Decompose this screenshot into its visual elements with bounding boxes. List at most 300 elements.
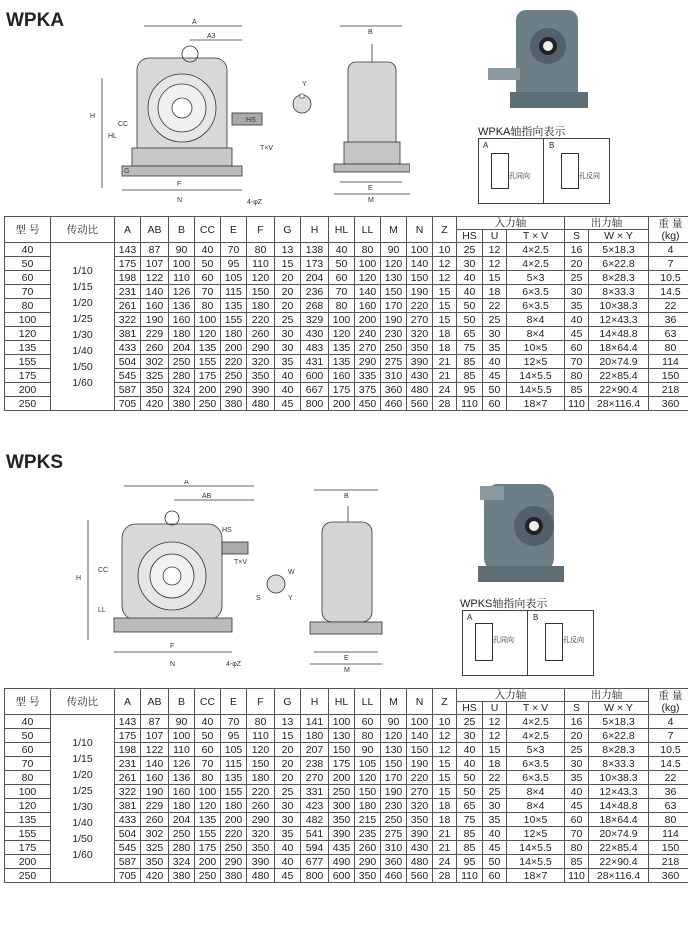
table-cell: 350: [247, 369, 275, 383]
header-col: Z: [433, 689, 457, 715]
table-cell: 15: [275, 729, 301, 743]
header-col: CC: [195, 217, 221, 243]
table-cell: 107: [141, 257, 169, 271]
product-photo-wpks: [464, 470, 574, 588]
header-col: Z: [433, 217, 457, 243]
table-cell: 60: [565, 341, 589, 355]
table-cell: 390: [407, 355, 433, 369]
model-cell: 135: [5, 813, 51, 827]
section-title-wpks: WPKS: [6, 452, 63, 473]
model-cell: 70: [5, 285, 51, 299]
table-cell: 30: [275, 341, 301, 355]
table-cell: 85: [565, 383, 589, 397]
table-cell: 120: [195, 327, 221, 341]
table-cell: 200: [221, 813, 247, 827]
table-cell: 25: [275, 313, 301, 327]
model-cell: 175: [5, 841, 51, 855]
table-cell: 16: [565, 715, 589, 729]
table-cell: 155: [195, 355, 221, 369]
table-cell: 100: [195, 785, 221, 799]
header-col: F: [247, 689, 275, 715]
model-cell: 50: [5, 729, 51, 743]
header-output-shaft: 出力轴: [565, 217, 649, 230]
table-cell: 35: [275, 355, 301, 369]
table-cell: 14×48.8: [589, 327, 649, 341]
table-cell: 430: [301, 327, 329, 341]
table-header-row: [5, 217, 688, 230]
table-cell: 18: [483, 285, 507, 299]
dim-label-ab: AB: [202, 493, 212, 500]
table-cell: 50: [457, 785, 483, 799]
ratio-value: 1/20: [72, 296, 93, 309]
table-cell: 12: [483, 257, 507, 271]
table-cell: 380: [221, 869, 247, 883]
header-input-sub: HS: [457, 702, 483, 715]
table-cell: 140: [141, 285, 169, 299]
header-weight-unit: (kg): [661, 701, 680, 714]
dim-label-hs: HS: [246, 117, 256, 124]
table-cell: 260: [247, 799, 275, 813]
table-cell: 12: [433, 271, 457, 285]
table-cell: 85: [457, 355, 483, 369]
product-photo-wpka: [486, 2, 596, 114]
table-cell: 290: [221, 383, 247, 397]
table-cell: 480: [247, 397, 275, 411]
table-cell: 120: [355, 271, 381, 285]
header-col: HL: [329, 217, 355, 243]
table-cell: 35: [483, 813, 507, 827]
table-cell: 114: [649, 355, 688, 369]
table-cell: 143: [115, 715, 141, 729]
table-cell: 80: [195, 299, 221, 313]
table-cell: 150: [329, 743, 355, 757]
table-cell: 28: [433, 397, 457, 411]
table-cell: 6×3.5: [507, 757, 565, 771]
table-cell: 390: [247, 383, 275, 397]
table-cell: 504: [115, 827, 141, 841]
table-cell: 45: [565, 799, 589, 813]
table-cell: 50: [329, 257, 355, 271]
table-cell: 114: [649, 827, 688, 841]
table-cell: 250: [169, 355, 195, 369]
table-cell: 100: [407, 715, 433, 729]
table-cell: 141: [301, 715, 329, 729]
table-cell: 100: [169, 257, 195, 271]
table-cell: 70: [195, 285, 221, 299]
table-cell: 390: [329, 827, 355, 841]
ratio-value: 1/20: [72, 768, 93, 781]
dim-label-h: H: [90, 113, 96, 120]
table-cell: 250: [221, 369, 247, 383]
header-weight-unit: (kg): [661, 229, 680, 242]
table-cell: 320: [407, 799, 433, 813]
table-cell: 200: [355, 313, 381, 327]
table-cell: 198: [115, 743, 141, 757]
table-cell: 14×5.5: [507, 841, 565, 855]
model-cell: 120: [5, 327, 51, 341]
table-cell: 30: [483, 327, 507, 341]
table-cell: 160: [329, 369, 355, 383]
table-cell: 22: [483, 771, 507, 785]
table-cell: 190: [407, 757, 433, 771]
table-cell: 250: [329, 785, 355, 799]
table-cell: 160: [169, 313, 195, 327]
model-cell: 135: [5, 341, 51, 355]
table-cell: 70: [221, 243, 247, 257]
dim-label-b: B: [368, 29, 373, 36]
table-cell: 20: [275, 285, 301, 299]
table-cell: 8×33.3: [589, 757, 649, 771]
table-cell: 30: [275, 813, 301, 827]
table-cell: 60: [329, 271, 355, 285]
table-cell: 20: [275, 299, 301, 313]
table-cell: 6×22.8: [589, 257, 649, 271]
header-model: 型 号: [5, 217, 51, 243]
table-cell: 180: [221, 799, 247, 813]
table-cell: 135: [329, 355, 355, 369]
table-cell: 483: [301, 341, 329, 355]
table-cell: 173: [301, 257, 329, 271]
table-cell: 155: [195, 827, 221, 841]
table-cell: 60: [565, 813, 589, 827]
table-cell: 50: [457, 313, 483, 327]
table-cell: 7: [649, 729, 688, 743]
axis-label-a-side: 孔同向: [493, 637, 514, 644]
table-cell: 4×2.5: [507, 257, 565, 271]
dim-label-f: F: [177, 181, 182, 188]
header-output-sub: W × Y: [589, 702, 649, 715]
table-cell: 275: [381, 827, 407, 841]
model-cell: 155: [5, 355, 51, 369]
ratio-value: 1/50: [72, 832, 93, 845]
table-cell: 433: [115, 813, 141, 827]
table-cell: 490: [329, 855, 355, 869]
table-cell: 10×5: [507, 813, 565, 827]
table-cell: 302: [141, 827, 169, 841]
header-col: AB: [141, 217, 169, 243]
table-cell: 423: [301, 799, 329, 813]
table-cell: 110: [457, 397, 483, 411]
table-cell: 115: [221, 285, 247, 299]
table-cell: 235: [355, 827, 381, 841]
table-cell: 180: [301, 729, 329, 743]
shaft-detail-wpka: [288, 80, 322, 130]
table-cell: 705: [115, 869, 141, 883]
table-cell: 18: [433, 341, 457, 355]
dim-label-y: Y: [288, 595, 293, 602]
table-cell: 677: [301, 855, 329, 869]
table-cell: 381: [115, 799, 141, 813]
dim-label-z: 4-φZ: [226, 661, 242, 668]
table-cell: 50: [457, 299, 483, 313]
table-cell: 8×28.3: [589, 743, 649, 757]
table-cell: 420: [141, 397, 169, 411]
dim-label-g: G: [124, 168, 130, 175]
table-cell: 110: [457, 869, 483, 883]
table-cell: 30: [275, 327, 301, 341]
table-cell: 5×18.3: [589, 715, 649, 729]
table-cell: 200: [195, 855, 221, 869]
header-col: A: [115, 217, 141, 243]
header-col: AB: [141, 689, 169, 715]
table-cell: 587: [115, 383, 141, 397]
table-cell: 375: [355, 383, 381, 397]
table-cell: 10×38.3: [589, 299, 649, 313]
table-cell: 135: [221, 771, 247, 785]
table-cell: 110: [565, 869, 589, 883]
table-cell: 250: [381, 341, 407, 355]
table-cell: 120: [381, 257, 407, 271]
table-cell: 350: [141, 855, 169, 869]
table-cell: 120: [381, 729, 407, 743]
table-cell: 18: [433, 327, 457, 341]
table-cell: 60: [195, 271, 221, 285]
table-cell: 75: [457, 813, 483, 827]
table-cell: 70: [221, 715, 247, 729]
table-cell: 122: [141, 743, 169, 757]
table-cell: 120: [247, 743, 275, 757]
table-cell: 587: [115, 855, 141, 869]
table-cell: 130: [381, 271, 407, 285]
table-cell: 155: [221, 313, 247, 327]
table-cell: 36: [649, 785, 688, 799]
table-cell: 105: [355, 757, 381, 771]
table-cell: 10: [433, 715, 457, 729]
table-cell: 60: [483, 397, 507, 411]
table-cell: 30: [457, 729, 483, 743]
table-cell: 12: [483, 715, 507, 729]
table-cell: 15: [433, 785, 457, 799]
header-col: H: [301, 689, 329, 715]
table-cell: 65: [457, 327, 483, 341]
table-cell: 190: [141, 313, 169, 327]
model-cell: 50: [5, 257, 51, 271]
table-cell: 30: [275, 799, 301, 813]
table-cell: 290: [247, 813, 275, 827]
table-cell: 381: [115, 327, 141, 341]
header-weight-label: 重 量: [658, 217, 683, 230]
table-cell: 60: [355, 715, 381, 729]
table-cell: 350: [355, 869, 381, 883]
table-cell: 50: [483, 855, 507, 869]
dim-label-e: E: [344, 655, 349, 662]
dim-label-hs: HS: [222, 527, 232, 534]
table-cell: 460: [381, 869, 407, 883]
dim-label-m: M: [368, 197, 374, 202]
table-cell: 85: [565, 855, 589, 869]
table-cell: 504: [115, 355, 141, 369]
dim-label-n: N: [170, 661, 176, 668]
ratio-value: 1/25: [72, 312, 93, 325]
table-cell: 360: [649, 397, 688, 411]
table-cell: 218: [649, 383, 688, 397]
table-cell: 480: [407, 383, 433, 397]
axis-label-b-side: 孔反同: [579, 173, 600, 180]
header-col: CC: [195, 689, 221, 715]
table-cell: 110: [247, 257, 275, 271]
table-cell: 18: [433, 813, 457, 827]
table-cell: 90: [169, 243, 195, 257]
dim-label-txv: T×V: [234, 559, 248, 566]
model-cell: 200: [5, 855, 51, 869]
side-view-drawing-wpka: [330, 22, 410, 202]
table-cell: 290: [355, 855, 381, 869]
table-cell: 215: [355, 813, 381, 827]
dim-label-y: Y: [302, 81, 307, 88]
header-col: E: [221, 689, 247, 715]
table-cell: 126: [169, 757, 195, 771]
table-cell: 45: [275, 397, 301, 411]
dim-label-a: A: [184, 480, 189, 486]
header-col: H: [301, 217, 329, 243]
table-cell: 10.5: [649, 271, 688, 285]
table-cell: 25: [457, 243, 483, 257]
table-cell: 800: [301, 397, 329, 411]
table-cell: 10: [433, 243, 457, 257]
table-cell: 21: [433, 369, 457, 383]
table-cell: 20: [275, 271, 301, 285]
table-cell: 350: [329, 813, 355, 827]
table-cell: 10×38.3: [589, 771, 649, 785]
table-cell: 18×64.4: [589, 813, 649, 827]
table-cell: 12: [433, 743, 457, 757]
table-cell: 90: [355, 743, 381, 757]
table-cell: 50: [195, 257, 221, 271]
table-cell: 100: [169, 729, 195, 743]
table-cell: 150: [649, 369, 688, 383]
table-cell: 110: [247, 729, 275, 743]
table-cell: 80: [247, 243, 275, 257]
front-view-drawing-wpka: [82, 18, 282, 208]
header-input-shaft: 入力轴: [457, 689, 565, 702]
table-cell: 40: [565, 785, 589, 799]
table-cell: 310: [381, 841, 407, 855]
table-cell: 14×5.5: [507, 369, 565, 383]
table-cell: 4×2.5: [507, 715, 565, 729]
table-cell: 175: [329, 383, 355, 397]
table-cell: 135: [221, 299, 247, 313]
dim-label-cc: CC: [118, 121, 129, 128]
header-model: 型 号: [5, 689, 51, 715]
table-cell: 21: [433, 355, 457, 369]
table-cell: 143: [115, 243, 141, 257]
table-cell: 85: [457, 841, 483, 855]
table-cell: 260: [141, 813, 169, 827]
table-cell: 22×90.4: [589, 383, 649, 397]
table-cell: 135: [195, 341, 221, 355]
table-cell: 60: [483, 869, 507, 883]
dim-label-z: 4-φZ: [247, 199, 263, 206]
axis-caption-wpka: WPKA轴指向表示: [478, 126, 566, 138]
table-cell: 360: [381, 855, 407, 869]
table-cell: 40: [565, 313, 589, 327]
table-cell: 180: [169, 327, 195, 341]
table-cell: 175: [115, 257, 141, 271]
table-cell: 40: [195, 243, 221, 257]
table-cell: 331: [301, 785, 329, 799]
table-cell: 350: [407, 813, 433, 827]
table-cell: 4×2.5: [507, 243, 565, 257]
dim-label-f: F: [170, 643, 175, 650]
axis-diagram-wpks: [462, 610, 594, 676]
ratio-cell: [51, 715, 115, 883]
table-cell: 15: [433, 299, 457, 313]
axis-label-b-side: 孔反向: [563, 637, 584, 644]
table-cell: 460: [381, 397, 407, 411]
table-cell: 5×3: [507, 743, 565, 757]
header-input-sub: U: [483, 702, 507, 715]
table-cell: 560: [407, 397, 433, 411]
table-cell: 8×33.3: [589, 285, 649, 299]
table-cell: 20: [275, 743, 301, 757]
model-cell: 70: [5, 757, 51, 771]
table-cell: 320: [407, 327, 433, 341]
header-output-sub: W × Y: [589, 230, 649, 243]
table-cell: 40: [483, 355, 507, 369]
table-cell: 325: [141, 841, 169, 855]
table-cell: 350: [141, 383, 169, 397]
table-cell: 21: [433, 841, 457, 855]
table-cell: 150: [355, 785, 381, 799]
table-cell: 40: [457, 757, 483, 771]
table-cell: 22×85.4: [589, 841, 649, 855]
table-cell: 10×5: [507, 341, 565, 355]
table-cell: 13: [275, 715, 301, 729]
header-col: N: [407, 689, 433, 715]
table-cell: 15: [433, 313, 457, 327]
table-cell: 18: [433, 799, 457, 813]
table-cell: 150: [247, 757, 275, 771]
table-cell: 231: [115, 757, 141, 771]
table-cell: 8×28.3: [589, 271, 649, 285]
table-cell: 380: [221, 397, 247, 411]
model-cell: 155: [5, 827, 51, 841]
table-cell: 35: [483, 341, 507, 355]
model-cell: 40: [5, 243, 51, 257]
table-cell: 324: [169, 855, 195, 869]
ratio-value: 1/15: [72, 752, 93, 765]
table-cell: 260: [355, 841, 381, 855]
table-cell: 70: [565, 355, 589, 369]
table-cell: 270: [407, 313, 433, 327]
table-cell: 150: [649, 841, 688, 855]
model-cell: 100: [5, 313, 51, 327]
table-cell: 218: [649, 855, 688, 869]
header-ratio: 传动比: [51, 217, 115, 243]
table-cell: 40: [457, 285, 483, 299]
table-cell: 100: [195, 313, 221, 327]
table-cell: 15: [433, 771, 457, 785]
table-cell: 40: [275, 855, 301, 869]
ratio-value: 1/10: [72, 736, 93, 749]
dim-label-hl: HL: [108, 133, 117, 140]
axis-label-a: A: [483, 141, 489, 150]
table-cell: 250: [195, 869, 221, 883]
table-cell: 80: [195, 771, 221, 785]
axis-label-b: B: [533, 613, 539, 622]
table-cell: 220: [247, 313, 275, 327]
table-cell: 45: [565, 327, 589, 341]
table-cell: 65: [457, 799, 483, 813]
table-cell: 705: [115, 397, 141, 411]
table-cell: 302: [141, 355, 169, 369]
table-cell: 12×43.3: [589, 313, 649, 327]
header-output-sub: S: [565, 230, 589, 243]
table-cell: 450: [355, 397, 381, 411]
table-cell: 150: [381, 285, 407, 299]
table-cell: 204: [169, 813, 195, 827]
ratio-value: 1/40: [72, 816, 93, 829]
